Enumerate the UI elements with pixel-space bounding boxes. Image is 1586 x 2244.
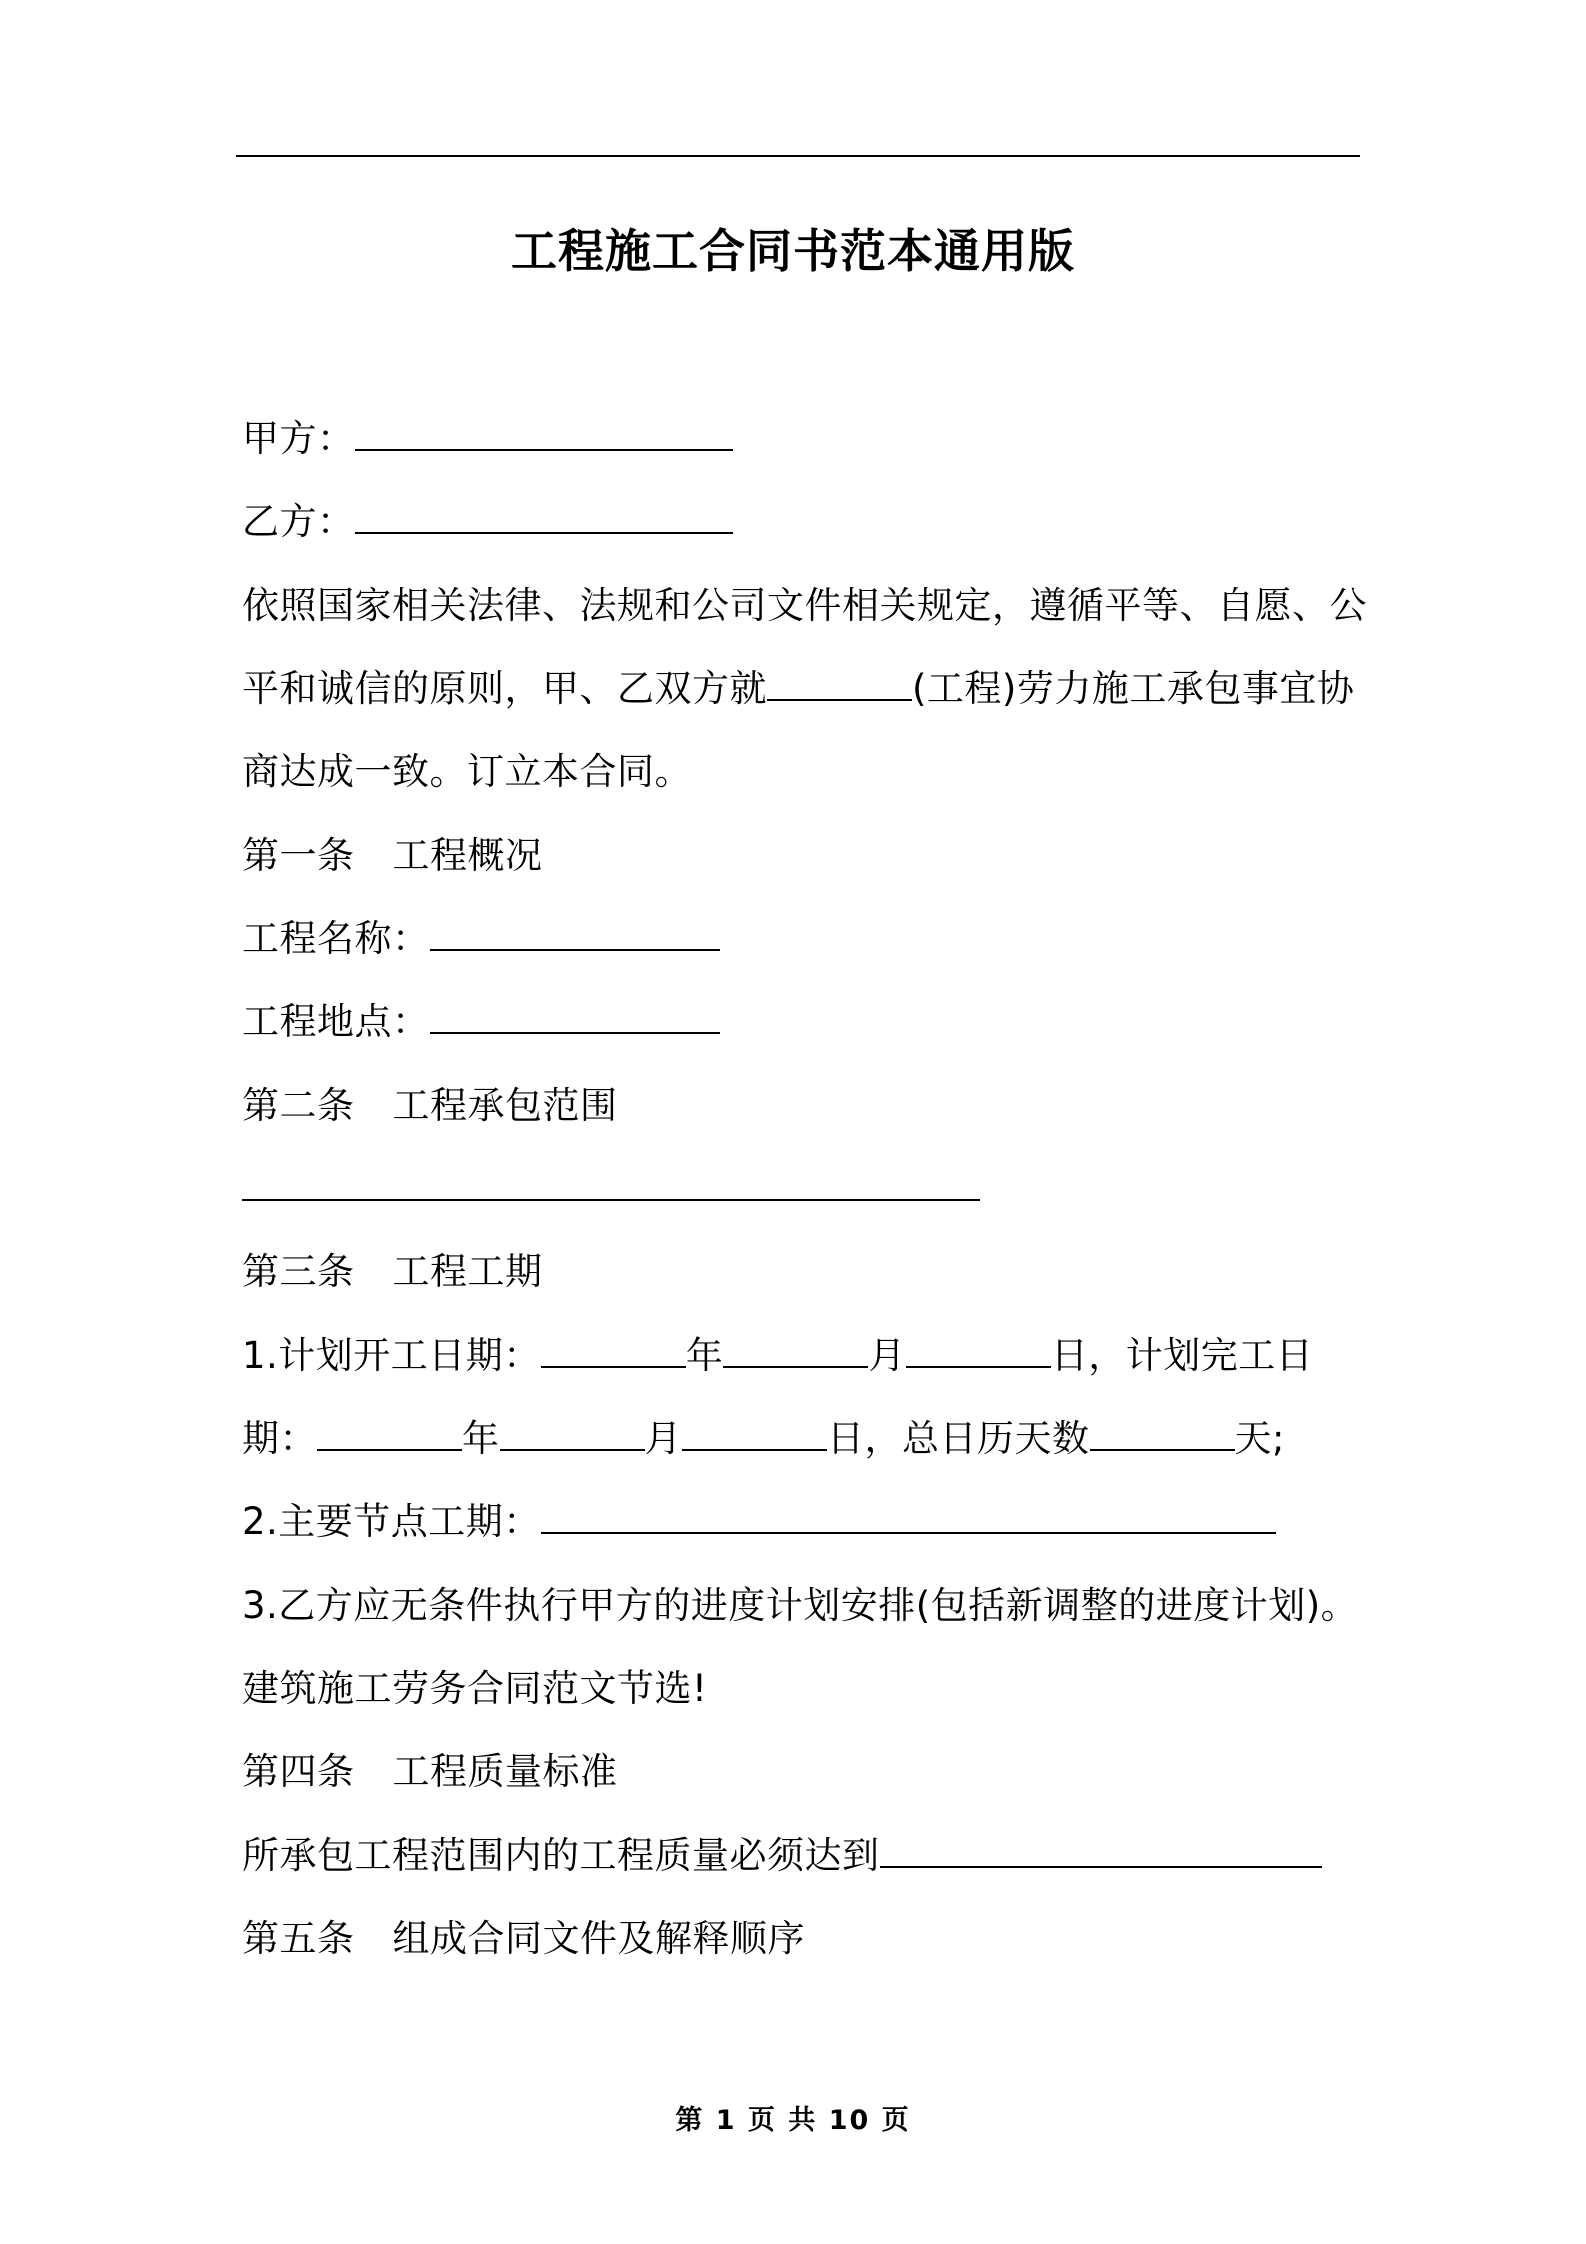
milestone-blank: [541, 1502, 1276, 1534]
milestone-label: 2.主要节点工期：: [242, 1500, 541, 1543]
intro-line-2: [242, 667, 1354, 711]
schedule-line-1: [242, 1334, 1313, 1378]
schedule-item-3: 3.乙方应无条件执行甲方的进度计划安排(包括新调整的进度计划)。: [242, 1584, 1359, 1627]
start-month-unit: 月: [868, 1334, 906, 1377]
header-rule: [236, 155, 1360, 157]
article-5-heading: [242, 1917, 805, 1961]
start-year-blank: [541, 1336, 686, 1368]
project-name-line: [242, 917, 720, 961]
start-date-label: 1.计划开工日期：: [242, 1334, 541, 1377]
project-blank: [767, 669, 912, 701]
intro-line-1: 依照国家相关法律、法规和公司文件相关规定，遵循平等、自愿、公: [242, 584, 1367, 627]
party-a-blank: [355, 419, 733, 451]
total-days-label: 日，总日历天数: [827, 1417, 1090, 1460]
excerpt-note: 建筑施工劳务合同范文节选!: [242, 1667, 708, 1710]
article-3-heading: [242, 1250, 543, 1294]
quality-text: 所承包工程范围内的工程质量必须达到: [242, 1834, 880, 1877]
start-month-blank: [723, 1336, 868, 1368]
page-number: 第 1 页 共 10 页: [675, 2105, 911, 2136]
article-2-number: 第二条: [242, 1084, 355, 1127]
total-days-blank: [1090, 1419, 1235, 1451]
article-2-title: 工程承包范围: [392, 1084, 618, 1127]
finish-date-label-cont: 期：: [242, 1417, 317, 1460]
finish-month-unit: 月: [644, 1417, 682, 1460]
finish-date-label: 日，计划完工日: [1050, 1334, 1314, 1377]
party-a-line: [242, 417, 733, 461]
article-4-heading: [242, 1750, 618, 1794]
party-b-line: [242, 500, 733, 544]
article-2-heading: [242, 1084, 618, 1128]
article-4-number: 第四条: [242, 1750, 355, 1793]
schedule-line-2: [242, 1417, 1285, 1461]
finish-day-blank: [682, 1419, 827, 1451]
finish-year-blank: [317, 1419, 462, 1451]
finish-year-unit: 年: [462, 1417, 500, 1460]
days-unit: 天;: [1234, 1417, 1285, 1460]
article-5-title: 组成合同文件及解释顺序: [392, 1917, 805, 1960]
page-title: 工程施工合同书范本通用版: [511, 224, 1075, 278]
intro-line-3: 商达成一致。订立本合同。: [242, 750, 692, 793]
milestone-line: [242, 1500, 1276, 1544]
article-1-number: 第一条: [242, 834, 355, 877]
project-location-label: 工程地点：: [242, 1000, 430, 1043]
project-location-blank: [430, 1002, 720, 1034]
party-b-blank: [355, 502, 733, 534]
article-1-heading: [242, 834, 543, 878]
start-day-blank: [906, 1336, 1051, 1368]
intro-line-2-pre: 平和诚信的原则，甲、乙双方就: [242, 667, 767, 710]
scope-blank: [242, 1169, 980, 1201]
start-year-unit: 年: [685, 1334, 724, 1377]
project-name-blank: [430, 919, 720, 951]
project-name-label: 工程名称：: [242, 917, 430, 960]
article-1-title: 工程概况: [392, 834, 543, 877]
project-location-line: [242, 1000, 720, 1044]
article-4-title: 工程质量标准: [392, 1750, 618, 1793]
scope-line: [242, 1167, 980, 1211]
article-3-number: 第三条: [242, 1250, 355, 1293]
party-b-label: 乙方：: [242, 500, 355, 543]
article-5-number: 第五条: [242, 1917, 355, 1960]
article-3-title: 工程工期: [392, 1250, 543, 1293]
quality-blank: [880, 1836, 1322, 1868]
party-a-label: 甲方：: [242, 417, 355, 460]
finish-month-blank: [500, 1419, 645, 1451]
quality-line: [242, 1834, 1322, 1878]
intro-line-2-post: (工程)劳力施工承包事宜协: [912, 667, 1355, 710]
